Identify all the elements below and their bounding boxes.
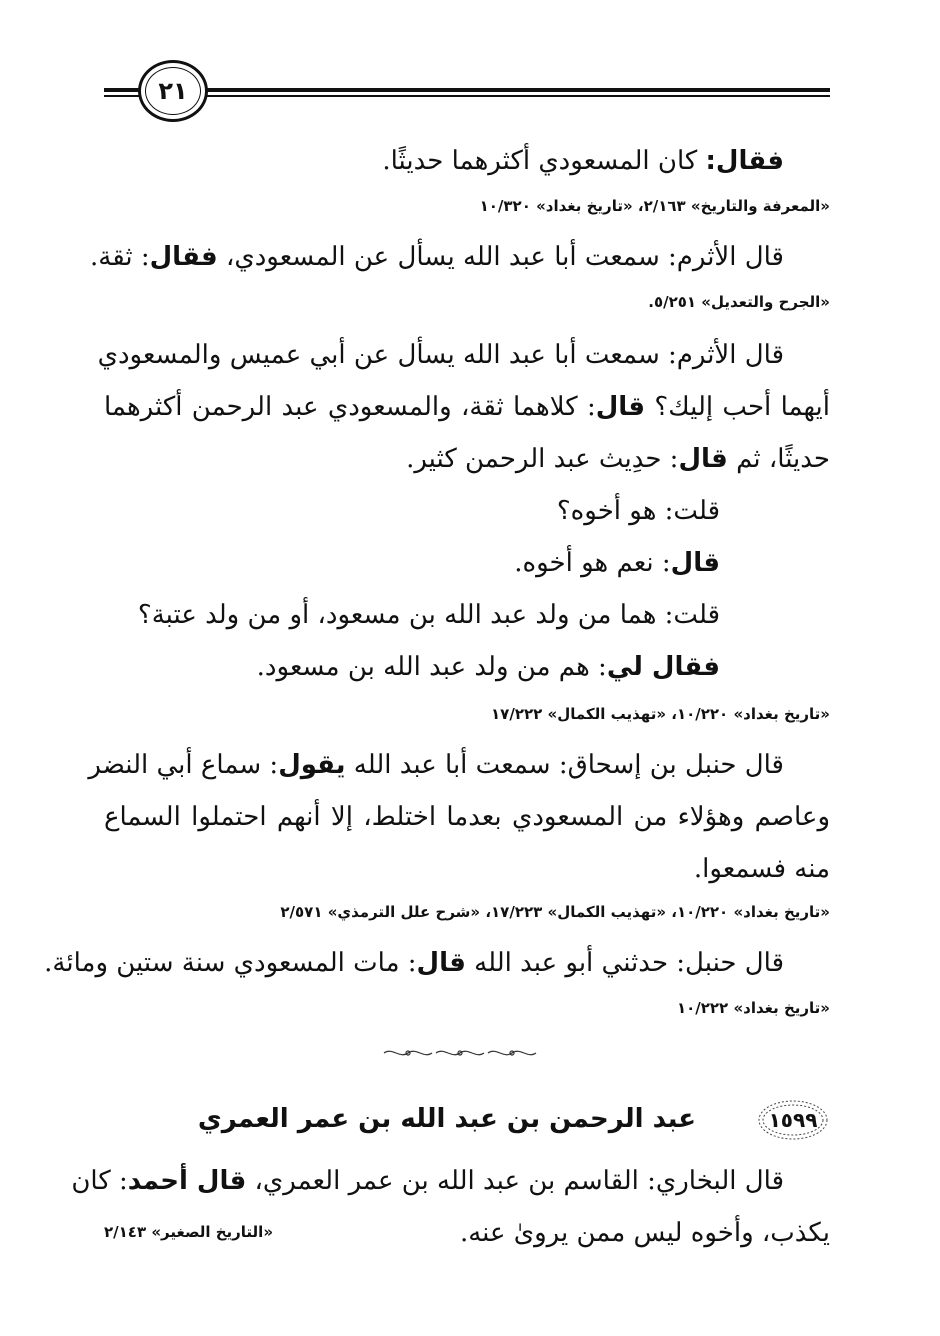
text-line: وعاصم وهؤلاء من المسعودي بعدما اختلط، إلا أنهم احتملوا السماع [104, 802, 830, 832]
line-text: : سماع أبي النضر [88, 750, 279, 780]
bold-term: فقال: [705, 146, 784, 176]
line-text: : حدِيث عبد الرحمن كثير. [406, 444, 679, 474]
text-line: قلت: هما من ولد عبد الله بن مسعود، أو من ولد عتبة؟ [137, 600, 720, 630]
text-line: قال الأثرم: سمعت أبا عبد الله يسأل عن أبي عميس والمسعودي [97, 340, 784, 370]
citation: «التاريخ الصغير» ٢/١٤٣ [104, 1223, 274, 1241]
citation: «تاريخ بغداد» ١٠/٢٢٠، «تهذيب الكمال» ١٧/٢٢٣، «شرح علل الترمذي» ٢/٥٧١ [280, 903, 830, 921]
bold-term: قال [416, 948, 466, 978]
line-text: كان المسعودي أكثرهما حديثًا. [382, 146, 706, 176]
text-line: قلت: هو أخوه؟ [556, 496, 720, 526]
text-line: منه فسمعوا. [693, 854, 830, 884]
line-text: : هم من ولد عبد الله بن مسعود. [256, 652, 607, 682]
line-text: قال البخاري: القاسم بن عبد الله بن عمر العمري، [246, 1166, 784, 1196]
bold-term: قال [670, 548, 720, 578]
line-text: : كلاهما ثقة، والمسعودي عبد الرحمن أكثرهما [104, 392, 596, 422]
line-text: حديثًا، ثم [727, 444, 830, 474]
bold-term: يقول [278, 750, 346, 780]
citation: «تاريخ بغداد» ١٠/٢٢٢ [676, 999, 830, 1017]
line-text: قال حنبل: حدثني أبو عبد الله [465, 948, 784, 978]
line-text: : نعم هو أخوه. [514, 548, 671, 578]
text-line: يكذب، وأخوه ليس ممن يرویٰ عنه. [459, 1218, 830, 1248]
page-number: ٢١ [158, 77, 188, 105]
citation: «الجرح والتعديل» ٥/٢٥١. [648, 293, 830, 311]
bold-term: قال [595, 392, 646, 422]
line-text: قال حنبل بن إسحاق: سمعت أبا عبد الله [345, 750, 784, 780]
citation: «المعرفة والتاريخ» ٢/١٦٣، «تاريخ بغداد» ١٠/٣٢٠ [479, 197, 830, 215]
bold-term: قال [678, 444, 728, 474]
bold-term: فقال [149, 242, 218, 272]
entry-number: ١٥٩٩ [768, 1108, 818, 1132]
line-text: قال الأثرم: سمعت أبا عبد الله يسأل عن المسعودي، [217, 242, 784, 272]
line-text: : كان [71, 1166, 128, 1196]
line-text: : مات المسعودي سنة ستين ومائة. [44, 948, 417, 978]
entry-title: عبد الرحمن بن عبد الله بن عمر العمري [197, 1104, 696, 1134]
entry-text [71, 0, 830, 1336]
line-text: : ثقة. [90, 242, 150, 272]
text-line [71, 1164, 830, 1198]
citation: «تاريخ بغداد» ١٠/٢٢٠، «تهذيب الكمال» ١٧/٢٢٢ [491, 705, 830, 723]
bold-term: فقال لي [606, 652, 720, 682]
bold-term: قال أحمد [127, 1166, 247, 1196]
line-text: أيهما أحب إليك؟ [645, 392, 830, 422]
